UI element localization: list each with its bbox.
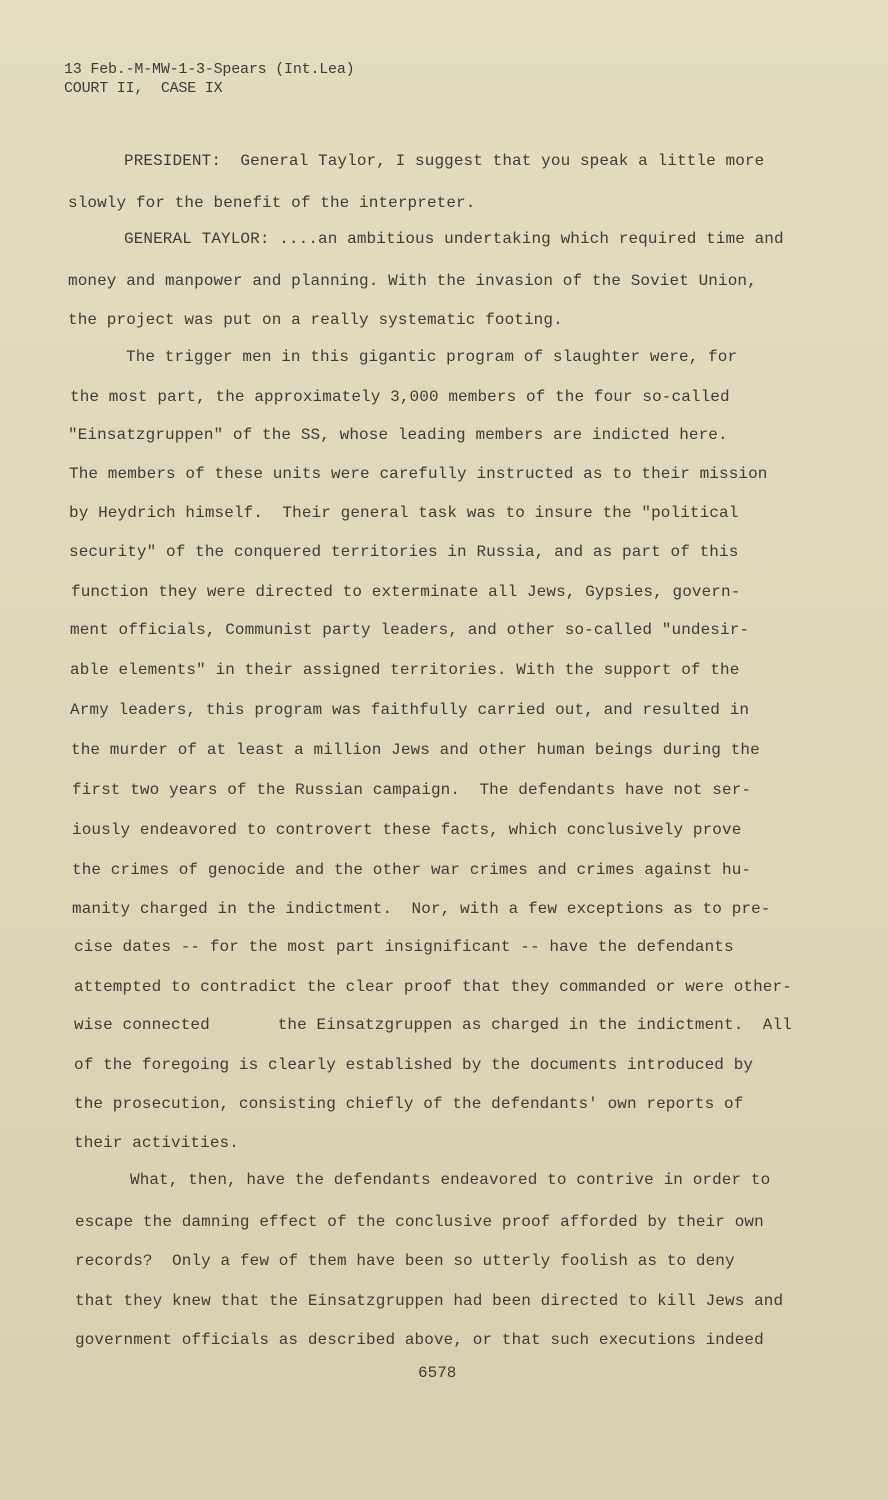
text-line: of the foregoing is clearly established by the documents introduced by: [74, 1056, 754, 1074]
text-line: escape the damning effect of the conclusive proof afforded by their own: [75, 1213, 764, 1231]
header-session-line: 13 Feb.-M-MW-1-3-Spears (Int.Lea): [64, 61, 355, 78]
text-line: "Einsatzgruppen" of the SS, whose leading members are indicted here.: [68, 426, 728, 444]
text-line: ment officials, Communist party leaders, and other so-called "undesir-: [70, 621, 750, 639]
text-line: the murder of at least a million Jews and other human beings during the: [71, 741, 760, 759]
text-line: the crimes of genocide and the other war crimes and crimes against hu-: [72, 861, 752, 879]
text-line: attempted to contradict the clear proof that they commanded or were other-: [74, 978, 792, 996]
text-line: the prosecution, consisting chiefly of the defendants' own reports of: [74, 1095, 744, 1113]
document-header: [64, 60, 354, 98]
text-line: The members of these units were carefully instructed as to their mission: [69, 465, 768, 483]
text-line: by Heydrich himself. Their general task was to insure the "political: [69, 504, 739, 522]
text-line: cise dates -- for the most part insignificant -- have the defendants: [74, 938, 734, 956]
text-line: money and manpower and planning. With the invasion of the Soviet Union,: [68, 272, 757, 290]
text-line: government officials as described above, or that such executions indeed: [75, 1331, 764, 1349]
text-line: able elements" in their assigned territories. With the support of the: [70, 661, 740, 679]
text-line: the most part, the approximately 3,000 members of the four so-called: [70, 388, 730, 406]
text-line: What, then, have the defendants endeavored to contrive in order to: [130, 1171, 771, 1189]
header-court-line: COURT II, CASE IX: [64, 80, 223, 97]
text-line: their activities.: [74, 1134, 239, 1152]
text-line: security" of the conquered territories in Russia, and as part of this: [69, 543, 739, 561]
text-line: GENERAL TAYLOR: ....an ambitious undertaking which required time and: [124, 230, 784, 248]
text-line: manity charged in the indictment. Nor, with a few exceptions as to pre-: [72, 900, 771, 918]
text-line: that they knew that the Einsatzgruppen had been directed to kill Jews and: [75, 1292, 784, 1310]
text-line: Army leaders, this program was faithfully carried out, and resulted in: [70, 701, 750, 719]
text-line: slowly for the benefit of the interpreter.: [68, 194, 476, 212]
text-line: iously endeavored to controvert these facts, which conclusively prove: [72, 821, 742, 839]
page-number: 6578: [418, 1364, 457, 1382]
text-line: first two years of the Russian campaign. The defendants have not ser-: [72, 781, 752, 799]
text-line: records? Only a few of them have been so utterly foolish as to deny: [75, 1252, 735, 1270]
text-line: PRESIDENT: General Taylor, I suggest that you speak a little more: [124, 152, 765, 170]
text-line: function they were directed to exterminate all Jews, Gypsies, govern-: [71, 583, 741, 601]
text-line: the project was put on a really systematic footing.: [68, 311, 563, 329]
text-line: The trigger men in this gigantic program of slaughter were, for: [126, 348, 738, 366]
text-line: wise connected the Einsatzgruppen as charged in the indictment. All: [74, 1016, 792, 1034]
